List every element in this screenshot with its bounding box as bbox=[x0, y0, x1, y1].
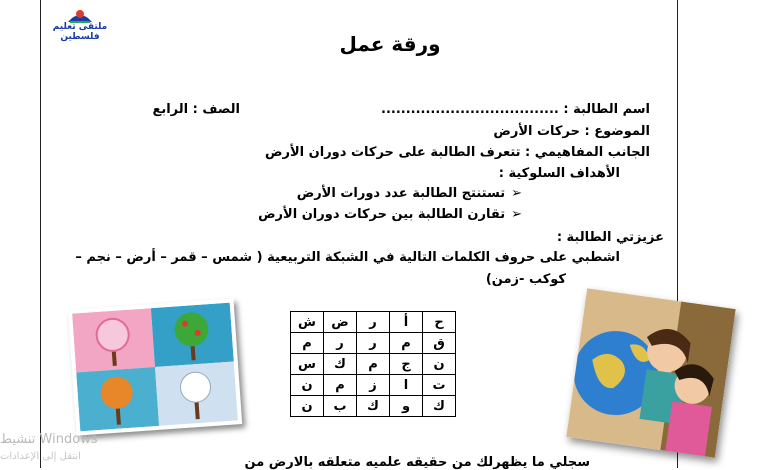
topic-field: الموضوع : حركات الأرض bbox=[493, 124, 650, 139]
grid-cell: ر bbox=[324, 333, 357, 354]
grid-cell: م bbox=[357, 354, 390, 375]
site-logo bbox=[40, 6, 120, 40]
seasons-image bbox=[68, 298, 242, 435]
grid-row bbox=[291, 333, 456, 354]
objectives-heading: الأهداف السلوكية : bbox=[498, 166, 620, 181]
grid-cell: ض bbox=[324, 312, 357, 333]
grid-cell: ق bbox=[423, 333, 456, 354]
student-name-field: اسم الطالبة : .................................... bbox=[381, 102, 650, 117]
grid-cell: ك bbox=[357, 396, 390, 417]
grid-cell: م bbox=[390, 333, 423, 354]
seasons-tree-icon bbox=[72, 303, 238, 432]
logo-text: ملتقى تعليم فلسطين bbox=[52, 22, 108, 42]
grid-row bbox=[291, 354, 456, 375]
grid-cell: م bbox=[291, 333, 324, 354]
grid-cell: ج bbox=[390, 354, 423, 375]
grid-cell: ت bbox=[423, 375, 456, 396]
objective-text: تقارن الطالبة بين حركات دوران الأرض bbox=[258, 207, 506, 222]
page-title: ورقة عمل bbox=[339, 32, 441, 56]
grid-cell: أ bbox=[390, 312, 423, 333]
grid-cell: ز bbox=[357, 375, 390, 396]
grid-cell: ن bbox=[423, 354, 456, 375]
windows-activation-watermark: تنشيط Windows bbox=[0, 432, 98, 447]
instruction-line-2: كوكب -زمن) bbox=[485, 272, 566, 287]
grid-cell: ش bbox=[291, 312, 324, 333]
grid-cell: ح bbox=[423, 312, 456, 333]
letter-grid bbox=[290, 311, 456, 417]
footer-instruction: سجلي ما يظهرلك من حقيقه علميه متعلقه بالارض من bbox=[244, 455, 590, 470]
grid-cell: س bbox=[291, 354, 324, 375]
grid-cell: ن bbox=[291, 396, 324, 417]
arrow-bullet-icon: ➢ bbox=[511, 186, 522, 201]
grid-cell: ر bbox=[357, 312, 390, 333]
children-globe-icon bbox=[566, 288, 735, 457]
objective-text: تستنتج الطالبة عدد دورات الأرض bbox=[296, 186, 506, 201]
grade-field: الصف : الرابع bbox=[152, 102, 240, 117]
grid-cell: ك bbox=[423, 396, 456, 417]
grid-row bbox=[291, 396, 456, 417]
grid-row bbox=[291, 312, 456, 333]
arrow-bullet-icon: ➢ bbox=[511, 207, 522, 222]
concept-field: الجانب المفاهيمي : تتعرف الطالبة على حركات دوران الأرض bbox=[265, 145, 650, 160]
objective-item bbox=[258, 207, 522, 222]
grid-row bbox=[291, 375, 456, 396]
kids-globe-image bbox=[566, 288, 735, 457]
windows-activation-watermark-sub: انتقل إلى الإعدادات bbox=[0, 451, 81, 462]
grid-cell: م bbox=[324, 375, 357, 396]
grid-cell: ب bbox=[324, 396, 357, 417]
grid-cell: ا bbox=[390, 375, 423, 396]
objective-item bbox=[297, 186, 522, 201]
instruction-line-1: اشطبي على حروف الكلمات التالية في الشبكة التربيعية ( شمس – قمر – أرض – نجم – bbox=[75, 250, 620, 265]
salutation: عزيزتي الطالبة : bbox=[556, 230, 664, 245]
grid-cell: ك bbox=[324, 354, 357, 375]
grid-cell: ن bbox=[291, 375, 324, 396]
grid-cell: ر bbox=[357, 333, 390, 354]
grid-cell: و bbox=[390, 396, 423, 417]
